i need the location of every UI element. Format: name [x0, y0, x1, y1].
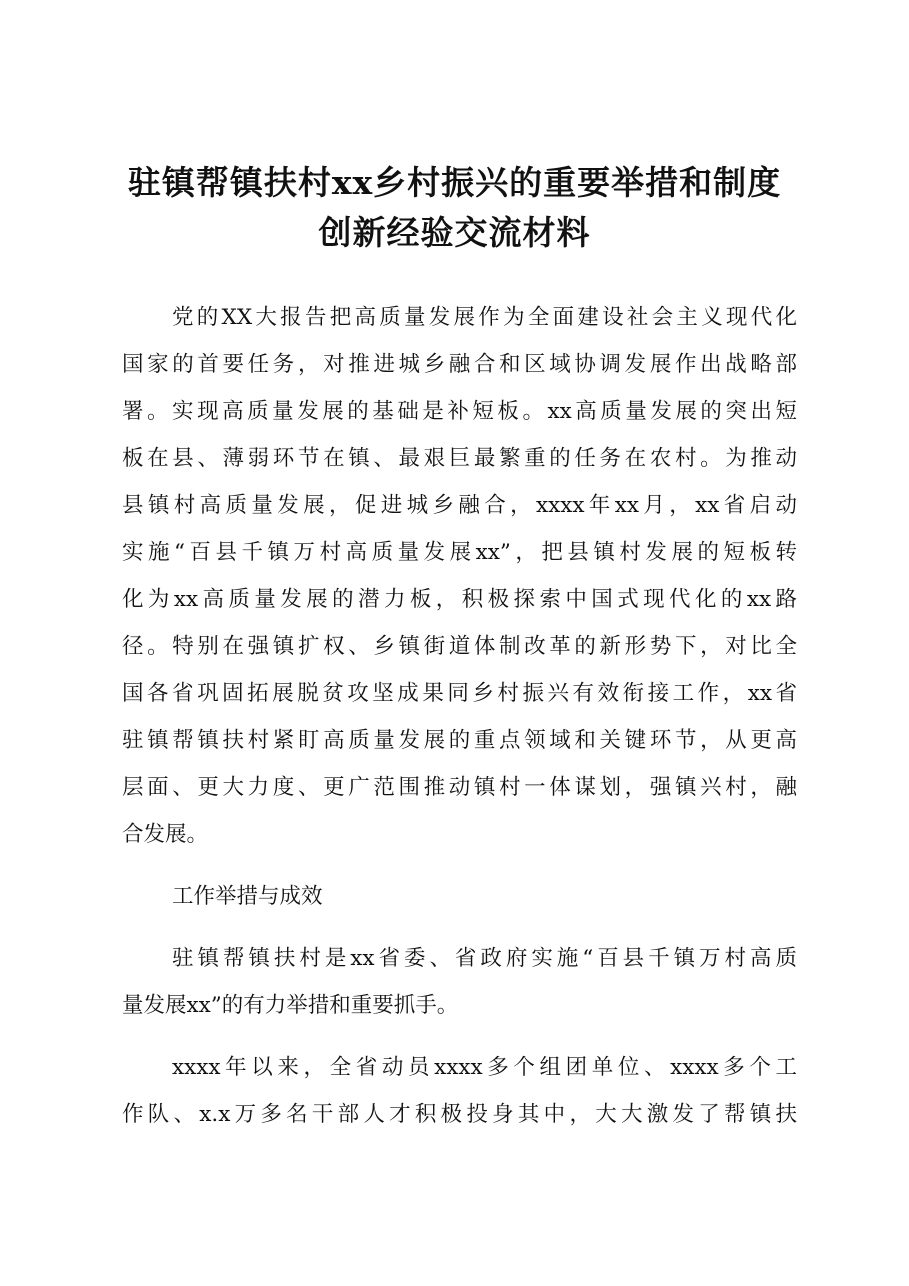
- paragraph-since: [122, 1044, 797, 1138]
- paragraph-line: 径。特别在强镇扩权、乡镇街道体制改革的新形势下，对比全: [122, 634, 797, 659]
- paragraph-line: 党的XX大报告把高质量发展作为全面建设社会主义现代化: [172, 305, 797, 330]
- section-heading: [122, 873, 797, 920]
- title-line-1: 驻镇帮镇扶村xx乡村振兴的重要举措和制度: [127, 163, 782, 202]
- paragraph-line: 作队、x.x万多名干部人才积极投身其中，大大激发了帮镇扶: [122, 1102, 797, 1127]
- paragraph-line: 国家的首要任务，对推进城乡融合和区域协调发展作出战略部: [122, 352, 797, 377]
- document-body: [122, 294, 797, 1153]
- paragraph-measures: [122, 935, 797, 1029]
- paragraph-line: 层面、更大力度、更广范围推动镇村一体谋划，强镇兴村，融: [122, 775, 797, 800]
- paragraph-line: 驻镇帮镇扶村是xx省委、省政府实施“百县千镇万村高质: [172, 946, 797, 971]
- document-title: [100, 158, 809, 258]
- paragraph-line: 板在县、薄弱环节在镇、最艰巨最繁重的任务在农村。为推动: [122, 446, 797, 471]
- paragraph-line: 国各省巩固拓展脱贫攻坚成果同乡村振兴有效衔接工作，xx省: [122, 681, 797, 706]
- paragraph-intro: [122, 294, 797, 858]
- section-heading-text: 工作举措与成效: [172, 884, 323, 909]
- paragraph-line: 合发展。: [122, 822, 209, 847]
- paragraph-line: 县镇村高质量发展，促进城乡融合，xxxx年xx月，xx省启动: [122, 493, 797, 518]
- paragraph-line: 实施“百县千镇万村高质量发展xx”，把县镇村发展的短板转: [122, 540, 797, 565]
- paragraph-line: 驻镇帮镇扶村紧盯高质量发展的重点领域和关键环节，从更高: [122, 728, 797, 753]
- paragraph-line: 量发展xx”的有力举措和重要抓手。: [122, 993, 459, 1018]
- paragraph-line: 化为xx高质量发展的潜力板，积极探索中国式现代化的xx路: [122, 587, 797, 612]
- paragraph-line: 署。实现高质量发展的基础是补短板。xx高质量发展的突出短: [122, 399, 797, 424]
- title-line-2: 创新经验交流材料: [318, 213, 591, 252]
- paragraph-line: xxxx年以来，全省动员xxxx多个组团单位、xxxx多个工: [172, 1055, 797, 1080]
